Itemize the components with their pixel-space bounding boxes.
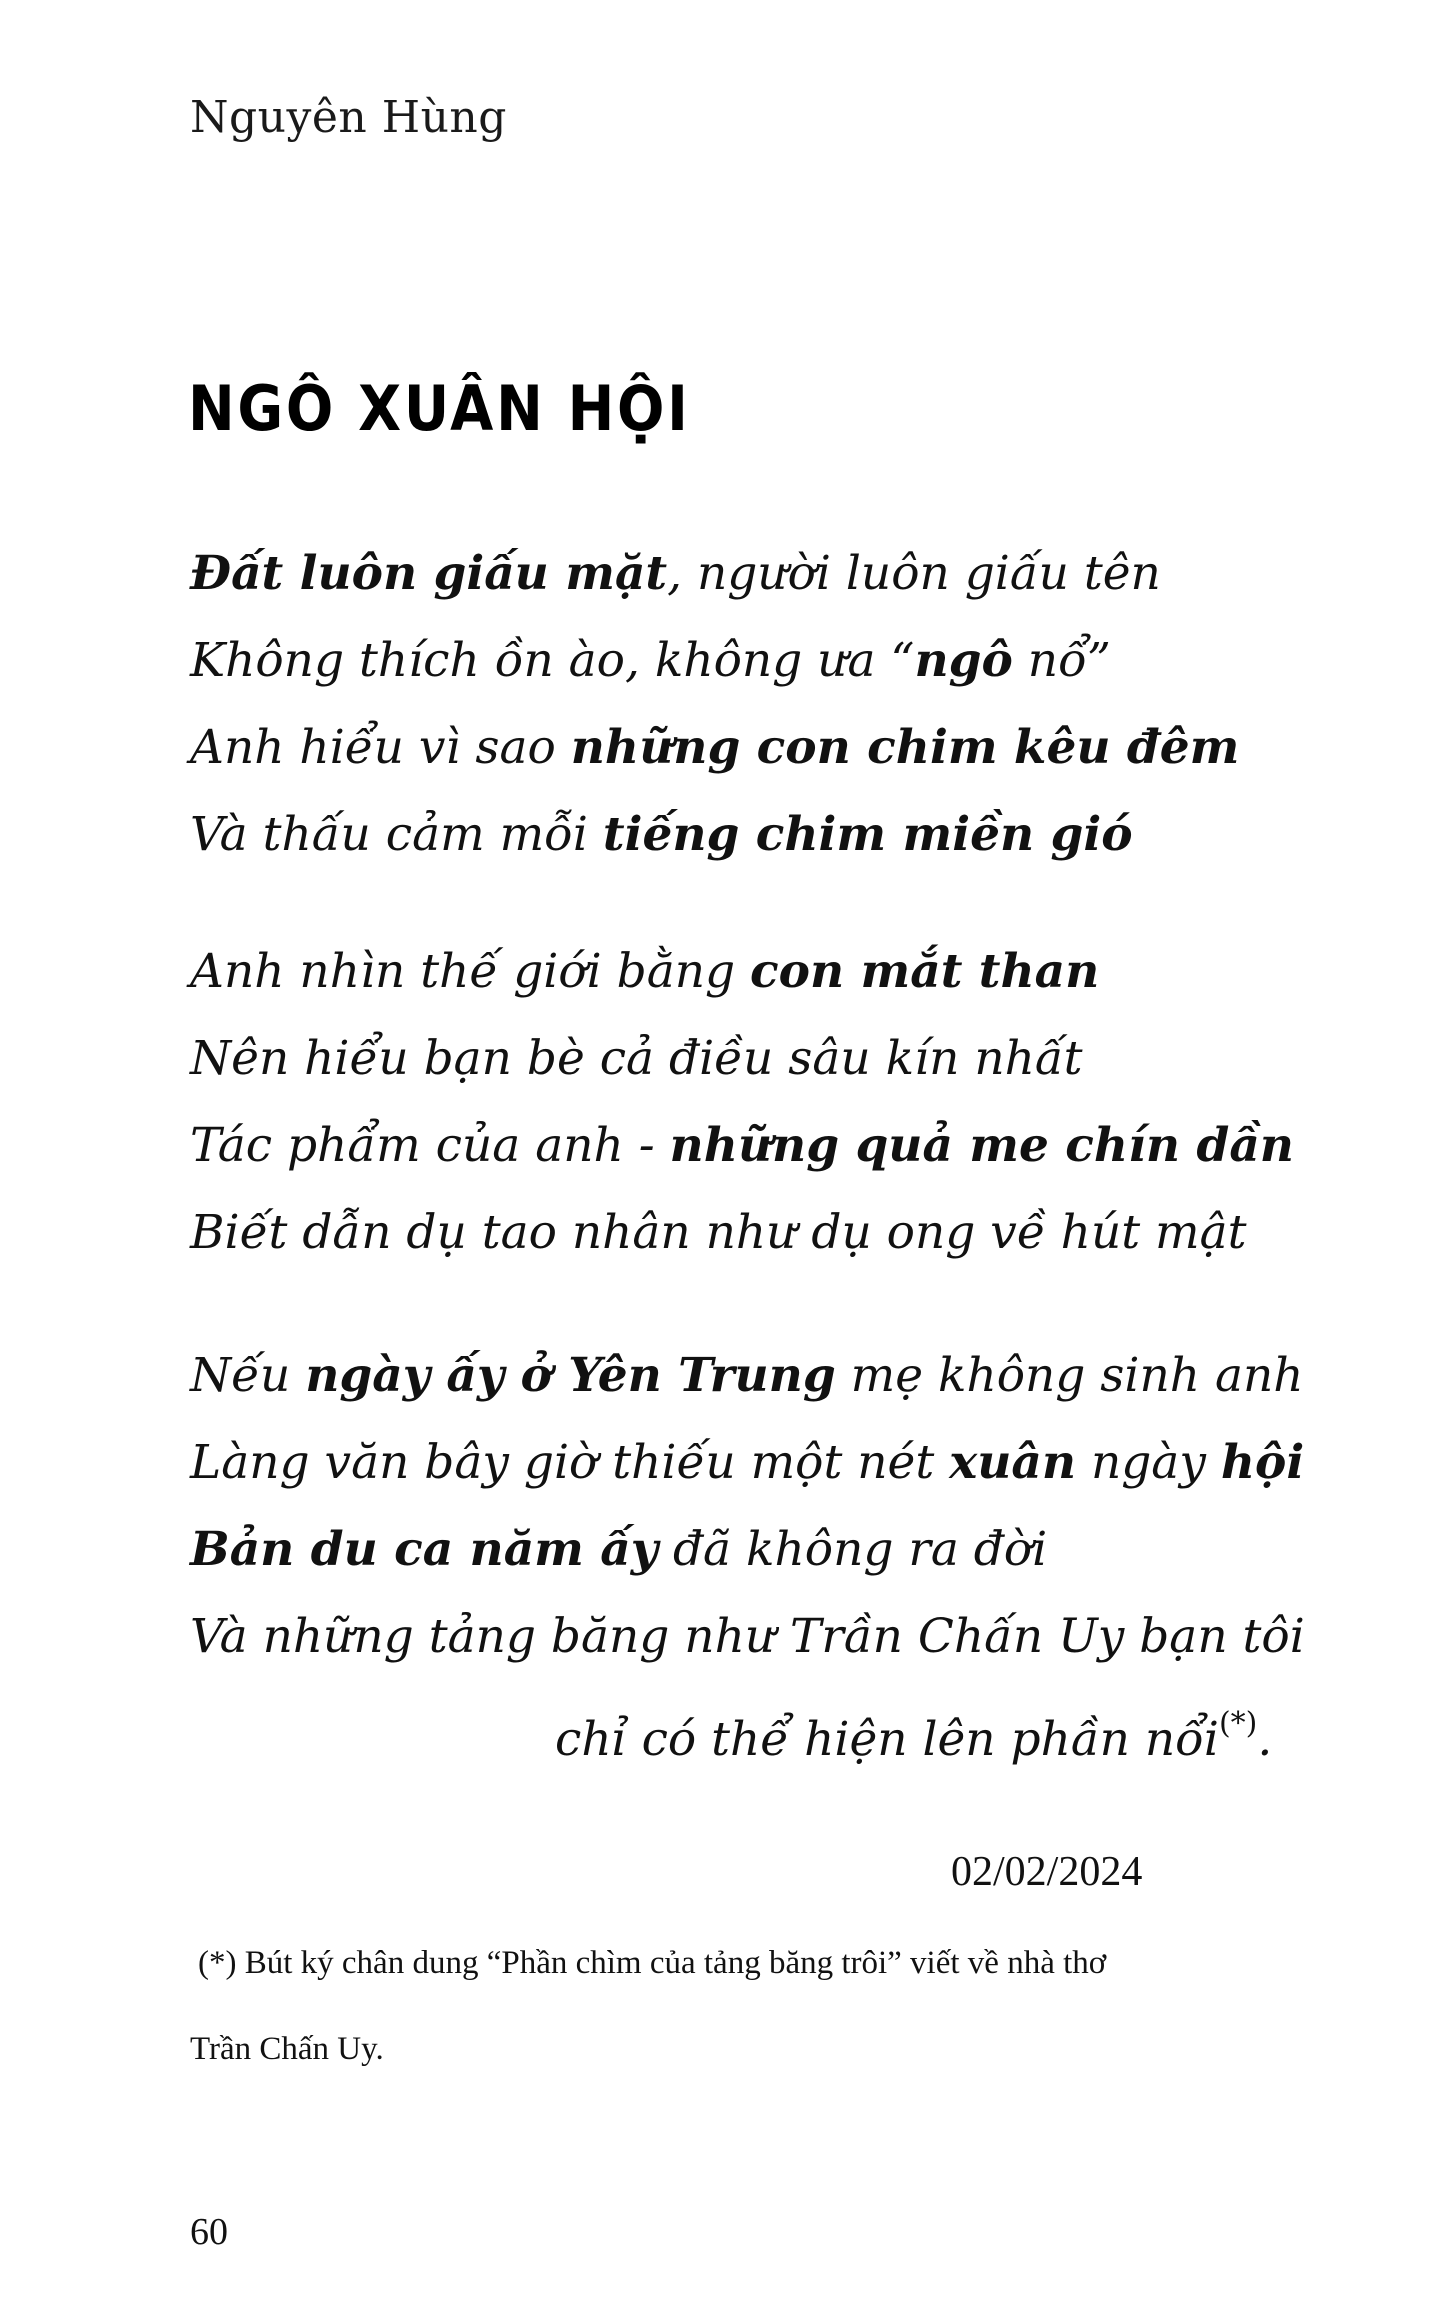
bold-phrase: tiếng chim miền gió	[602, 807, 1133, 862]
poem-line	[190, 928, 1290, 1015]
bold-phrase: những quả me chín dần	[669, 1118, 1294, 1173]
line-text: Không thích ồn ào, không ưa “	[190, 633, 915, 688]
line-text: mẹ không sinh anh	[835, 1348, 1304, 1403]
footnote	[190, 1920, 1270, 2092]
poem-line	[190, 617, 1290, 704]
bold-phrase: ngô	[914, 633, 1013, 688]
stanza-3	[190, 1332, 1305, 1767]
poem-line	[190, 704, 1290, 791]
running-head-author: Nguyên Hùng	[190, 92, 507, 143]
stanza-gap	[190, 1276, 1290, 1332]
line-text: chỉ có thể hiện lên phần nổi	[555, 1712, 1219, 1767]
line-text: Anh hiểu vì sao	[190, 720, 571, 775]
poem-line	[190, 791, 1290, 878]
bold-phrase: Đất luôn giấu mặt	[190, 546, 668, 601]
line-text: Làng văn bây giờ thiếu một nét	[190, 1435, 950, 1490]
poem-line-indented	[190, 1680, 1290, 1767]
poem-line	[190, 1332, 1304, 1419]
bold-phrase: ngày ấy ở Yên Trung	[305, 1348, 836, 1403]
page-number: 60	[190, 2211, 228, 2253]
line-text: Và thấu cảm mỗi	[190, 807, 603, 862]
line-text: , người luôn giấu tên	[667, 546, 1161, 601]
stanza-1	[190, 530, 1290, 878]
footnote-line: Trần Chấn Uy.	[190, 2031, 384, 2067]
bold-phrase: xuân	[949, 1435, 1077, 1490]
stanza-gap	[190, 878, 1290, 928]
line-text: nổ”	[1012, 633, 1111, 688]
bold-phrase: Bản du ca năm ấy	[190, 1522, 659, 1577]
footnote-line: (*) Bút ký chân dung “Phần chìm của tảng băng trôi” viết về nhà thơ	[198, 1945, 1107, 1981]
line-text: ngày	[1076, 1435, 1221, 1490]
poem-line	[190, 1419, 1305, 1506]
footnote-marker: (*)	[1218, 1706, 1258, 1741]
poem-title: NGÔ XUÂN HỘI	[188, 372, 691, 445]
poem-line: Nên hiểu bạn bè cả điều sâu kín nhất	[190, 1031, 1083, 1086]
bold-phrase: hội	[1220, 1435, 1305, 1490]
line-text: Nếu	[190, 1348, 306, 1403]
poem-date: 02/02/2024	[951, 1849, 1143, 1895]
poem-line: Và những tảng băng như Trần Chấn Uy bạn tôi	[190, 1609, 1305, 1664]
poem-body	[190, 530, 1305, 1767]
poem-line	[190, 530, 1290, 617]
line-text: Tác phẩm của anh -	[190, 1118, 670, 1173]
bold-phrase: con mắt than	[750, 944, 1100, 999]
line-text: .	[1257, 1712, 1273, 1767]
poem-line	[190, 1506, 1290, 1593]
stanza-2	[190, 928, 1294, 1276]
line-text: đã không ra đời	[658, 1522, 1048, 1577]
bold-phrase: những con chim kêu đêm	[570, 720, 1240, 775]
line-text: Anh nhìn thế giới bằng	[190, 944, 751, 999]
poem-line	[190, 1102, 1294, 1189]
poem-line: Biết dẫn dụ tao nhân như dụ ong về hút mật	[190, 1205, 1247, 1260]
